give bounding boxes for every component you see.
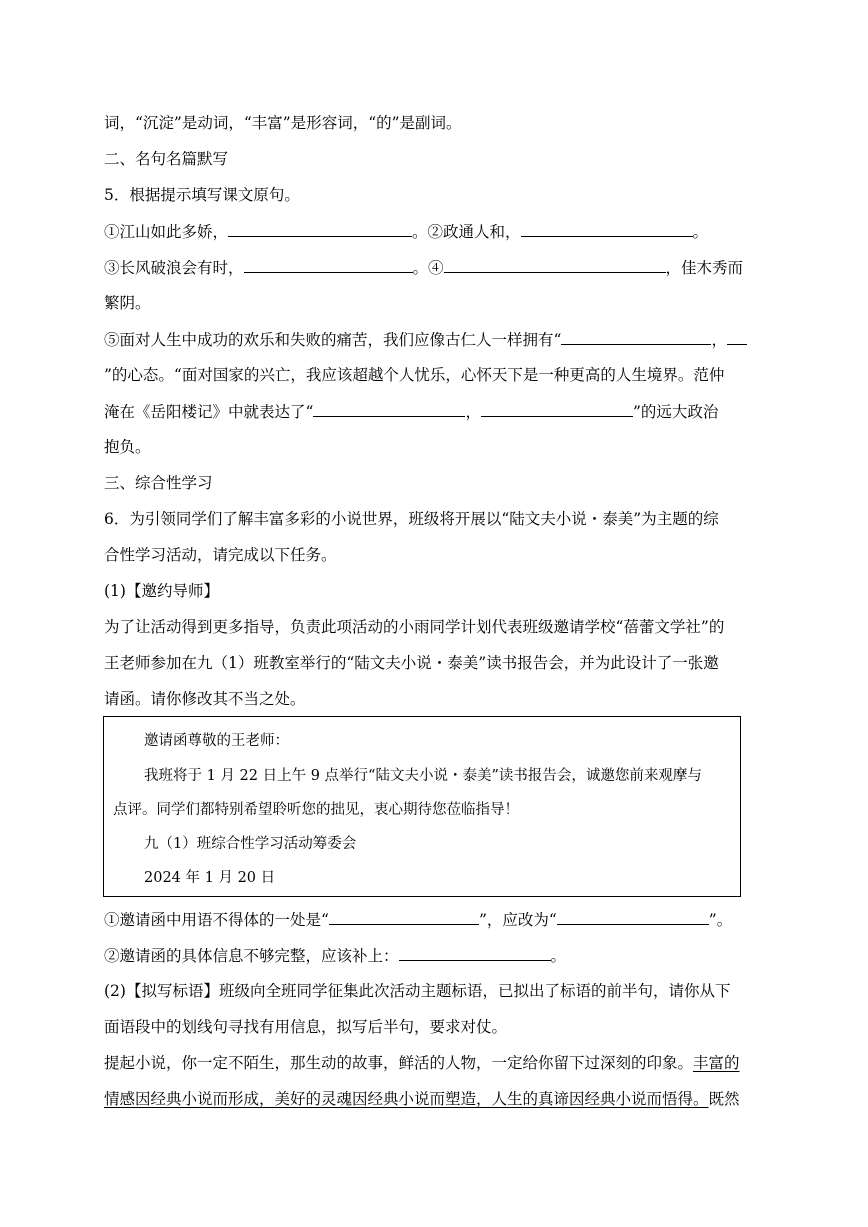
prompt-text: 。④	[412, 259, 444, 277]
section-heading: 三、综合性学习	[104, 474, 213, 492]
fill-line-6	[104, 945, 566, 966]
fill-line-1	[104, 221, 708, 242]
fill-line-2	[104, 257, 743, 278]
answer-blank[interactable]	[244, 257, 413, 273]
fill-line-3	[104, 329, 747, 350]
text-line: 请函。请你修改其不当之处。	[104, 690, 306, 708]
answer-blank[interactable]	[727, 329, 747, 345]
question-5: 5．根据提示填写课文原句。	[104, 186, 300, 204]
text-line: ”的心态。“面对国家的兴亡，我应该超越个人忧乐，心怀天下是一种更高的人生境界。范仲	[104, 366, 725, 384]
invitation-signature: 九（1）班综合性学习活动筹委会	[144, 836, 357, 852]
prompt-text: 淹在《岳阳楼记》中就表达了“	[104, 403, 314, 421]
underlined-sentence: 情感因经典小说而形成，美好的灵魂因经典小说而塑造，人生的真谛因经典小说而悟得。	[104, 1090, 709, 1108]
passage-line	[104, 1089, 740, 1109]
fill-line-4	[104, 401, 718, 422]
invitation-body: 我班将于 1 月 22 日上午 9 点举行“陆文夫小说・泰美”读书报告会，诚邀您前来观摩与	[144, 768, 702, 784]
invitation-body: 点评。同学们都特别希望聆听您的拙见，衷心期待您莅临指导！	[113, 802, 519, 818]
prompt-text: ”。	[708, 911, 733, 929]
answer-blank[interactable]	[521, 221, 693, 237]
prompt-text: 。	[692, 223, 709, 241]
prompt-text: ，	[465, 403, 481, 421]
text-line: 词，“沉淀”是动词，“丰富”是形容词，“的”是副词。	[104, 114, 462, 132]
subtask-heading: (2)【拟写标语】班级向全班同学征集此次活动主题标语，已拟出了标语的前半句，请你从下	[104, 982, 731, 1000]
answer-blank[interactable]	[557, 909, 709, 925]
answer-blank[interactable]	[444, 257, 666, 273]
text-line: 抱负。	[104, 438, 151, 456]
prompt-text: 。	[550, 947, 567, 965]
prompt-text: ①邀请函中用语不得体的一处是“	[104, 911, 329, 929]
section-heading: 二、名句名篇默写	[104, 150, 229, 168]
text-line: 面语段中的划线句寻找有用信息，拟写后半句，要求对仗。	[104, 1018, 508, 1036]
text-line: 繁阴。	[104, 294, 151, 312]
prompt-text: ①江山如此多娇，	[104, 223, 229, 241]
fill-line-5	[104, 909, 732, 930]
question-6: 6．为引领同学们了解丰富多彩的小说世界，班级将开展以“陆文夫小说・泰美”为主题的综	[104, 510, 719, 528]
answer-blank[interactable]	[313, 401, 465, 417]
text-line: 为了让活动得到更多指导，负责此项活动的小雨同学计划代表班级邀请学校“蓓蕾文学社”的	[104, 618, 725, 636]
passage-text: 既然	[708, 1090, 740, 1108]
answer-blank[interactable]	[481, 401, 633, 417]
text-line: 王老师参加在九（1）班教室举行的“陆文夫小说・泰美”读书报告会，并为此设计了一张邀	[104, 654, 719, 672]
prompt-text: 。②政通人和，	[412, 223, 521, 241]
prompt-text: ③长风破浪会有时，	[104, 259, 244, 277]
prompt-text: ”，应改为“	[478, 911, 557, 929]
passage-text: 提起小说，你一定不陌生，那生动的故事，鲜活的人物，一定给你留下过深刻的印象。	[104, 1054, 694, 1072]
answer-blank[interactable]	[561, 329, 711, 345]
answer-blank[interactable]	[399, 945, 551, 961]
prompt-text: ②邀请函的具体信息不够完整，应该补上：	[104, 947, 399, 965]
answer-blank[interactable]	[329, 909, 479, 925]
prompt-text: ，	[711, 331, 727, 349]
invitation-date: 2024 年 1 月 20 日	[144, 870, 276, 886]
prompt-text: ”的远大政治	[632, 403, 719, 421]
prompt-text: ⑤面对人生中成功的欢乐和失败的痛苦，我们应像古仁人一样拥有“	[104, 331, 562, 349]
subtask-heading: (1)【邀约导师】	[104, 582, 219, 600]
prompt-text: ，佳木秀而	[665, 259, 744, 277]
underlined-sentence: 丰富的	[693, 1054, 740, 1072]
answer-blank[interactable]	[228, 221, 412, 237]
text-line: 合性学习活动，请完成以下任务。	[104, 546, 337, 564]
invitation-header: 邀请函尊敬的王老师：	[144, 733, 289, 749]
passage-line	[104, 1053, 740, 1073]
